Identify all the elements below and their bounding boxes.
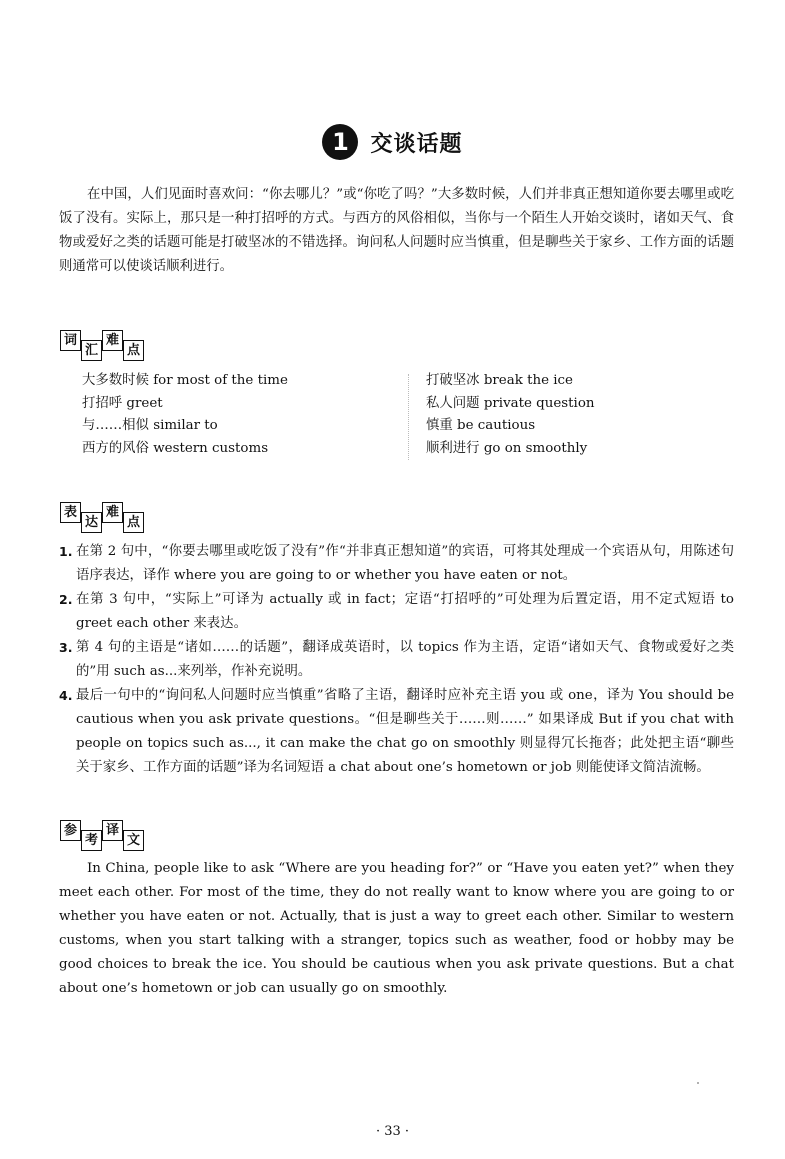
header-char: 点 [123, 340, 144, 361]
list-item [59, 636, 734, 684]
header-char: 难 [102, 330, 123, 351]
list-item-number: 2. [59, 592, 73, 607]
header-char: 文 [123, 830, 144, 851]
vocab-item: 西方的风俗 western customs [82, 440, 269, 456]
vocab-section-header [60, 330, 150, 362]
header-char: 参 [60, 820, 81, 841]
vocab-item: 打破坚冰 break the ice [426, 373, 573, 388]
list-item-text: 在第 2 句中，“你要去哪里或吃饭了没有”作“并非真正想知道”的宾语，可将其处理成一个宾语从句，用陈述句语序表达，译作 where you are going to or whether you have eaten or not。 [76, 544, 734, 583]
list-item-number: 3. [59, 640, 73, 655]
header-char: 译 [102, 820, 123, 841]
vocab-item: 私人问题 private question [426, 395, 595, 411]
vocab-column-left [82, 370, 288, 460]
vocab-column-right [426, 370, 595, 460]
chapter-number-badge: 1 [322, 124, 358, 160]
expression-list [59, 540, 734, 780]
list-item [59, 588, 734, 636]
header-char: 词 [60, 330, 81, 351]
vocab-item: 大多数时候 for most of the time [82, 373, 288, 388]
list-item-number: 4. [59, 688, 73, 703]
intro-paragraph: 在中国，人们见面时喜欢问：“你去哪儿？”或“你吃了吗？”大多数时候，人们并非真正想知道你要去哪里或吃饭了没有。实际上，那只是一种打招呼的方式。与西方的风俗相似，当你与一个陌生人开始交谈时，诸如天气、食物或爱好之类的话题可能是打破坚冰的不错选择。询问私人问题时应当慎重，但是聊些关于家乡、工作方面的话题则通常可以使谈话顺利进行。 [59, 187, 734, 274]
translation-section-header [60, 820, 150, 852]
header-char: 达 [81, 512, 102, 533]
list-item-text: 第 4 句的主语是“诸如……的话题”，翻译成英语时，以 topics 作为主语，定语“诸如天气、食物或爱好之类的”用 such as...来列举，作补充说明。 [76, 640, 734, 679]
header-char: 考 [81, 830, 102, 851]
scan-speck [697, 1082, 699, 1084]
list-item-text: 最后一句中的“询问私人问题时应当慎重”省略了主语，翻译时应补充主语 you 或 one，译为 You should be cautious when you ask private questions。“但是聊些关于……则……” 如果译成 But if you chat with people on topics such as..., it can make the chat go on smoothly 则显得冗长拖沓；此处把主语“聊些关于家乡、工作方面的话题”译为名词短语 a chat about one’s hometown or job 则能使译文简洁流畅。 [76, 688, 734, 775]
list-item [59, 540, 734, 588]
vocab-item: 打招呼 greet [82, 395, 163, 411]
header-char: 汇 [81, 340, 102, 361]
chapter-title-text: 交谈话题 [370, 131, 463, 157]
list-item-number: 1. [59, 544, 73, 559]
header-char: 表 [60, 502, 81, 523]
header-char: 难 [102, 502, 123, 523]
list-item [59, 684, 734, 780]
vocab-divider [408, 374, 409, 460]
chapter-title [0, 124, 785, 160]
header-char: 点 [123, 512, 144, 533]
vocab-item: 慎重 be cautious [426, 418, 536, 433]
vocab-item: 与……相似 similar to [82, 418, 218, 433]
expression-section-header [60, 502, 150, 534]
list-item-text: 在第 3 句中，“实际上”可译为 actually 或 in fact；定语“打招呼的”可处理为后置定语，用不定式短语 to greet each other 来表达。 [76, 592, 734, 631]
reference-translation: In China, people like to ask “Where are you heading for?” or “Have you eaten yet?” when they meet each other. For most of the time, they do not really want to know where you are going to or whether you have eaten or not. Actually, that is just a way to greet each other. Similar to western customs, when you start talking with a stranger, topics such as weather, food or hobby may be good choices to break the ice. You should be cautious when you ask private questions. But a chat about one’s hometown or job can usually go on smoothly. [59, 861, 734, 996]
page-number: · 33 · [375, 1124, 410, 1139]
vocab-item: 顺利进行 go on smoothly [426, 440, 588, 456]
